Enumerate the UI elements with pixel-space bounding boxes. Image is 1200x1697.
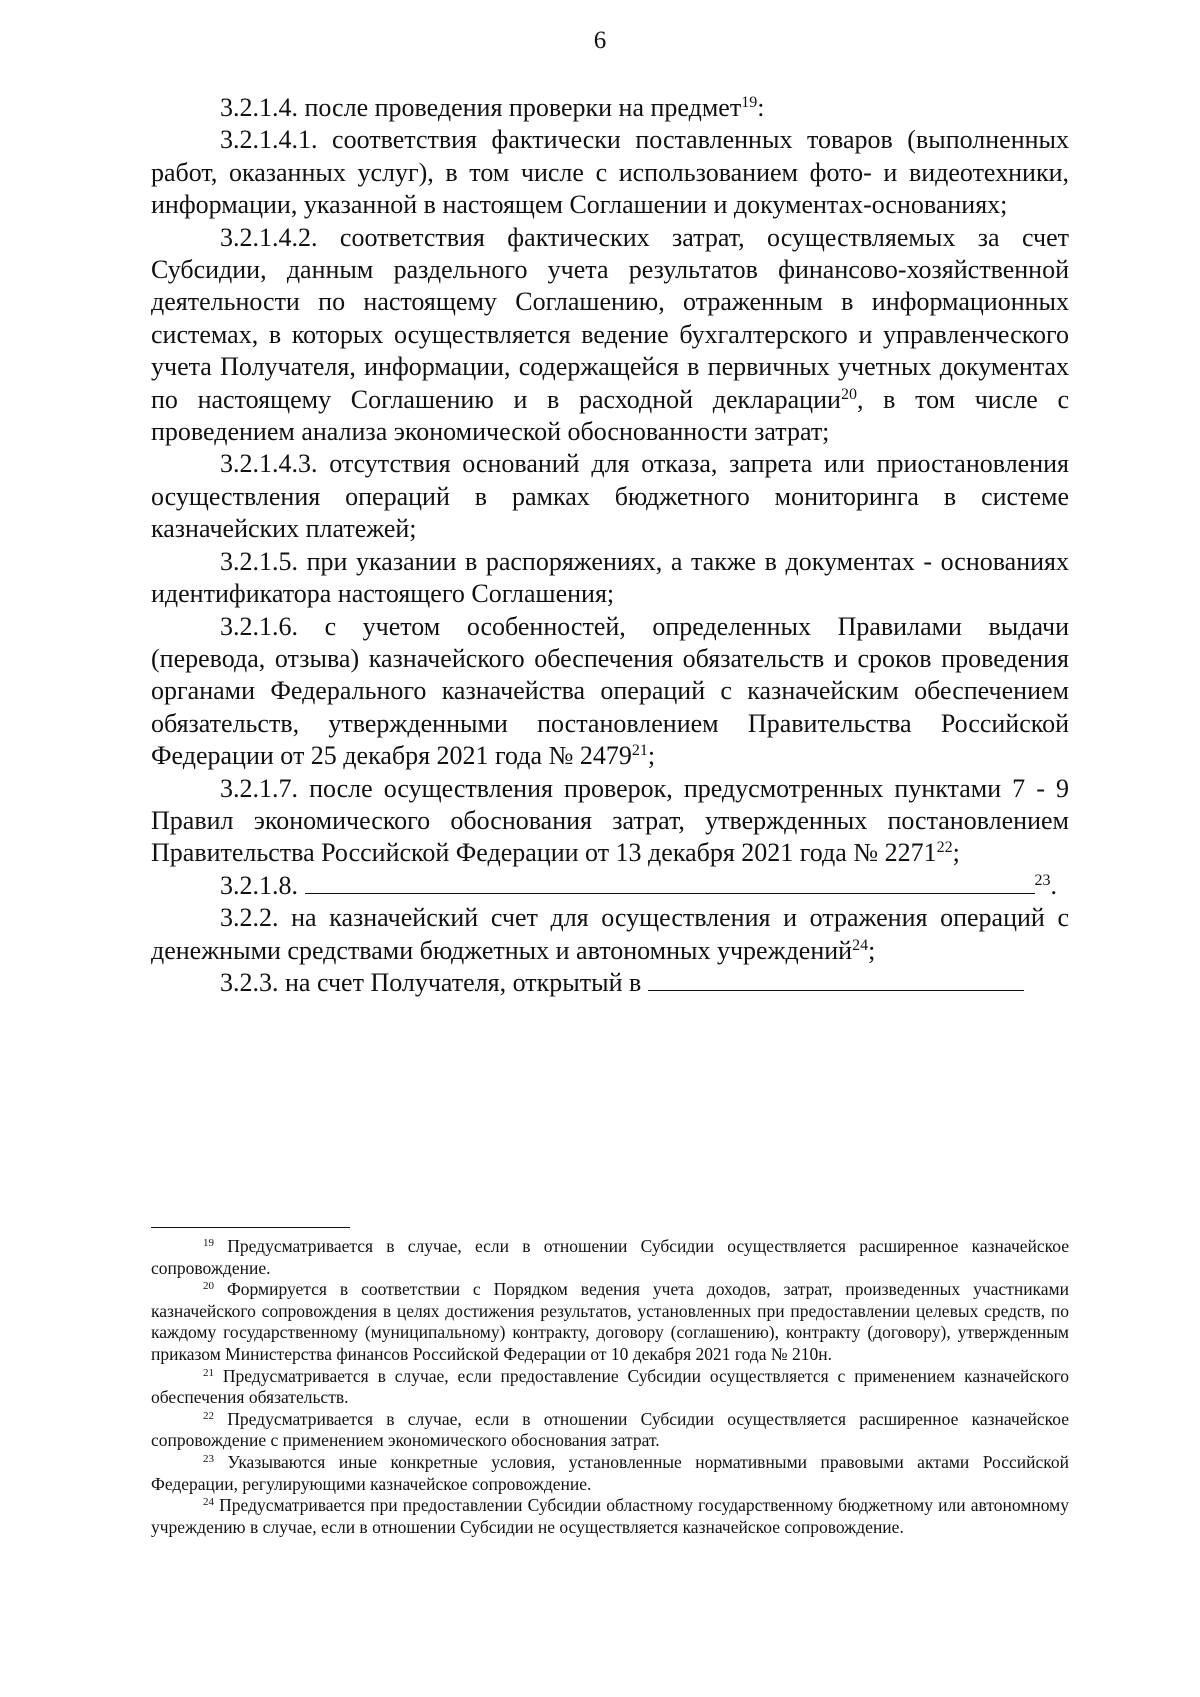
footnote-number: 23 xyxy=(203,1452,214,1465)
document-body xyxy=(151,92,1069,999)
paragraph-3-2-1-7: 3.2.1.7. после осуществления проверок, предусмотренных пунктами 7 - 9 Правил экономического обоснования затрат, утвержденных постановлением Правительства Российской Федерации от 13 декабря 2021 года № 2271$^{22}$; xyxy=(151,773,1069,868)
paragraph-3-2-3: 3.2.3. на счет Получателя, открытый в xyxy=(151,967,1069,999)
footnote-ref-24: 24 xyxy=(852,936,869,954)
footnote-number: 21 xyxy=(203,1366,214,1379)
paragraph-3-2-2: 3.2.2. на казначейский счет для осуществления и отражения операций с денежными средствами бюджетных и автономных учреждений$^{24}$; xyxy=(151,903,1069,965)
paragraph-3-2-1-4: 3.2.1.4. после проведения проверки на предмет$^{19}$: xyxy=(220,93,765,122)
footnote-number: 19 xyxy=(203,1237,214,1249)
footnote-ref-21: 21 xyxy=(631,742,648,760)
paragraph-3-2-1-4-2: 3.2.1.4.2. соответствия фактических затрат, осуществляемых за счет Субсидии, данным раздельного учета результатов финансово-хозяйственной деятельности по настоящему Соглашению, отраженным в информационных системах, в которых осуществляется ведение бухгалтерского и управленческого учета Получателя, информации, содержащейся в первичных учетных документах по настоящему Соглашению и в расходной декларации$^{20}$, в том числе с проведением анализа экономической обоснованности затрат; xyxy=(151,222,1069,447)
paragraph-3-2-1-4-1: 3.2.1.4.1. соответствия фактически поставленных товаров (выполненных работ, оказанных услуг), в том числе с использованием фото- и видеотехники, информации, указанной в настоящем Соглашении и документах-основаниях; xyxy=(151,125,1069,220)
fill-in-blank-line xyxy=(305,873,1035,894)
paragraph-3-2-1-4-3: 3.2.1.4.3. отсутствия оснований для отказа, запрета или приостановления осуществления операций в рамках бюджетного мониторинга в системе казначейских платежей; xyxy=(151,449,1069,544)
footnote-number: 20 xyxy=(203,1280,214,1293)
footnote-20: $^{20}$ Формируется в соответствии с Порядком ведения учета доходов, затрат, произведенных участниками казначейского сопровождения в целях достижения результатов, установленных при предоставлении целевых средств, по каждому государственному (муниципальному) контракту, договору (соглашению), контракту (договору), утвержденным приказом Министерства финансов Российской Федерации от 10 декабря 2021 года № 210н. xyxy=(151,1279,1069,1364)
paragraph-3-2-1-5: 3.2.1.5. при указании в распоряжениях, а также в документах - основаниях идентификатора настоящего Соглашения; xyxy=(151,546,1069,609)
footnote-19: $^{19}$ Предусматривается в случае, если в отношении Субсидии осуществляется расширенное казначейское сопровождение. xyxy=(151,1236,1070,1278)
footnote-ref-23: 23 xyxy=(1034,871,1051,889)
footnote-ref-22: 22 xyxy=(936,839,953,857)
footnote-22: $^{22}$ Предусматривается в случае, если в отношении Субсидии осуществляется расширенное казначейское сопровождение с применением экономического обоснования затрат. xyxy=(151,1408,1070,1451)
fill-in-blank-line xyxy=(648,970,1024,991)
footnote-number: 22 xyxy=(203,1409,214,1422)
footnote-23: $^{23}$ Указываются иные конкретные условия, установленные нормативными правовыми актами Российской Федерации, регулирующими казначейское сопровождение. xyxy=(151,1451,1069,1494)
page-number: 6 xyxy=(593,27,607,54)
footnotes xyxy=(151,1236,1069,1538)
footnote-separator xyxy=(151,1227,350,1228)
paragraph-3-2-1-6: 3.2.1.6. с учетом особенностей, определенных Правилами выдачи (перевода, отзыва) казначейского обеспечения обязательств и сроков проведения органами Федерального казначейства операций с казначейским обеспечением обязательств, утвержденными постановлением Правительства Российской Федерации от 25 декабря 2021 года № 2479$^{21}$; xyxy=(151,611,1069,771)
footnote-21: $^{21}$ Предусматривается в случае, если предоставление Субсидии осуществляется с применением казначейского обеспечения обязательств. xyxy=(151,1365,1069,1408)
footnote-24: $^{24}$ Предусматривается при предоставлении Субсидии областному государственному бюджетному или автономному учреждению в случае, если в отношении Субсидии не осуществляется казначейское сопровождение. xyxy=(151,1495,1069,1537)
footnote-number: 24 xyxy=(203,1496,214,1509)
footnote-ref-19: 19 xyxy=(741,94,758,111)
footnote-ref-20: 20 xyxy=(840,385,857,403)
paragraph-3-2-1-8: 3.2.1.8. $^{23}$. xyxy=(220,870,1057,900)
